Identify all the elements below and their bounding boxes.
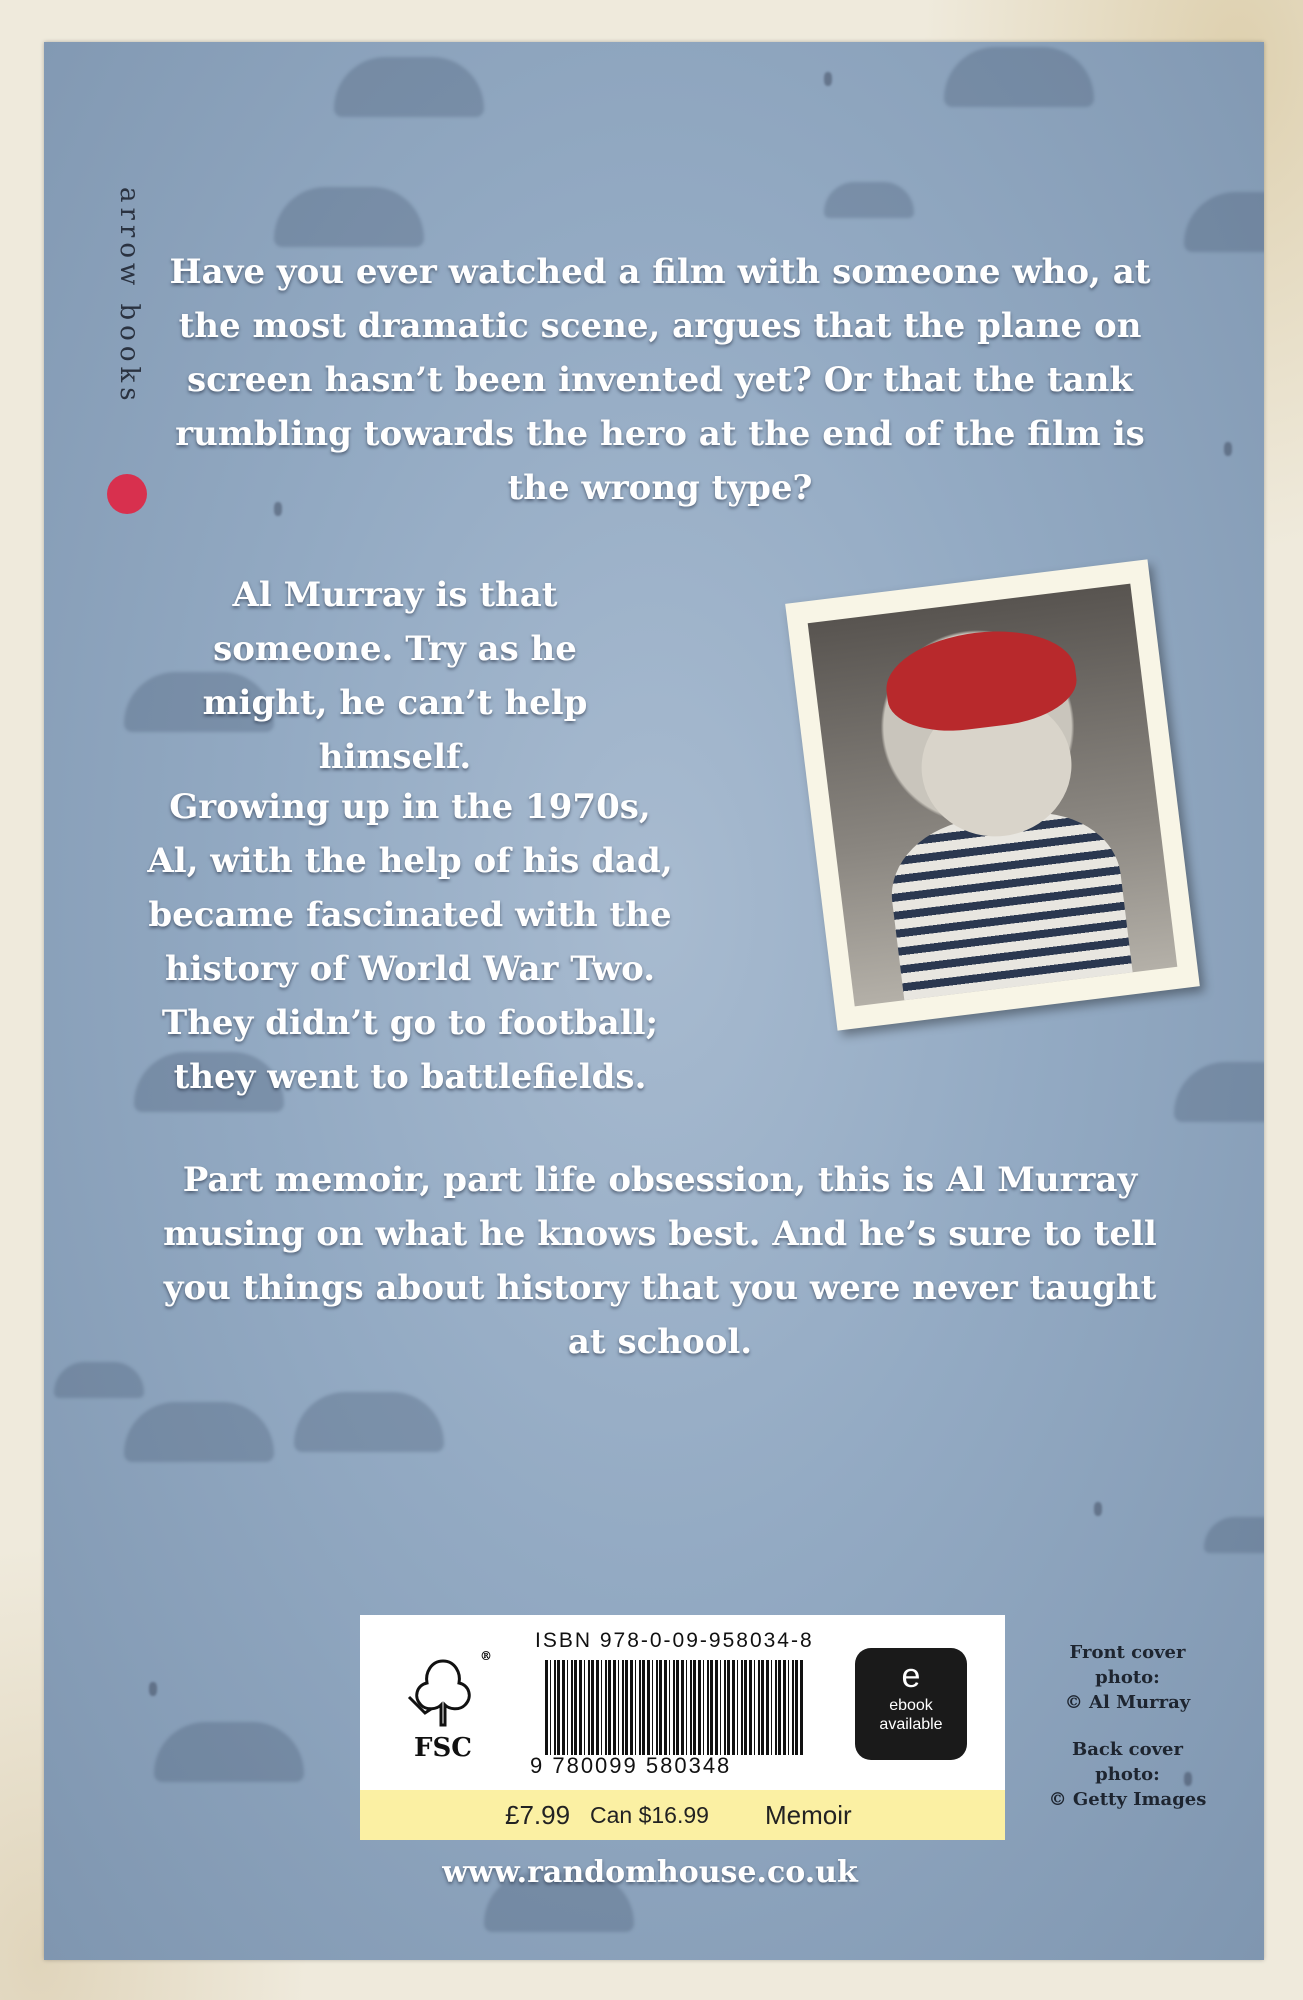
ebook-label-line2: available: [879, 1716, 943, 1733]
price-gbp: £7.99: [505, 1800, 571, 1830]
ebook-icon: e: [901, 1657, 921, 1695]
blurb-paragraph-2: Al Murray is that someone. Try as he might, he can’t help himself.: [202, 575, 588, 777]
blurb-paragraph-4: Part memoir, part life obsession, this is Al Murray musing on what he knows best. And he’s sure to tell you things about history that you were never taught at school.: [163, 1160, 1157, 1362]
blurb-paragraph-1: Have you ever watched a film with someone who, at the most dramatic scene, argues that the plane on screen hasn’t been invented yet? Or that the tank rumbling towards the hero at the end of the film is the wrong type?: [169, 252, 1151, 508]
parachute-decoration: [1184, 192, 1264, 252]
parachute-decoration: [154, 1722, 304, 1782]
parachute-decoration: [294, 1392, 444, 1452]
parachute-speck: [1224, 442, 1232, 456]
back-cover-credit-line1: Back cover: [1072, 1739, 1183, 1760]
parachute-speck: [1094, 1502, 1102, 1516]
childhood-photo: [785, 559, 1200, 1030]
photo-image: [808, 584, 1178, 1007]
ebook-available-badge: [855, 1648, 967, 1760]
front-cover-credit-line2: photo:: [1095, 1667, 1160, 1688]
parachute-speck: [824, 72, 832, 86]
price-can: Can $16.99: [590, 1802, 709, 1828]
blurb-paragraph-3: Growing up in the 1970s, Al, with the help of his dad, became fascinated with the history of World War Two. They didn’t go to football; they went to battlefields.: [147, 787, 673, 1097]
back-cover-credit-line2: photo:: [1095, 1764, 1160, 1785]
back-cover-credit-line3: © Getty Images: [1048, 1789, 1207, 1810]
parachute-decoration: [274, 187, 424, 247]
barcode-bars: [545, 1660, 805, 1755]
parachute-decoration: [824, 182, 914, 218]
back-cover-credit: [1040, 1737, 1215, 1812]
fsc-label: FSC: [414, 1733, 472, 1763]
parachute-decoration: [334, 57, 484, 117]
isbn-number: ISBN 978-0-09-958034-8: [535, 1629, 814, 1652]
parachute-decoration: [1204, 1517, 1264, 1553]
parachute-decoration: [944, 47, 1094, 107]
genre-label: Memoir: [765, 1800, 852, 1830]
parachute-decoration: [124, 1402, 274, 1462]
parachute-speck: [149, 1682, 157, 1696]
publisher-spine-text: arrow books: [114, 187, 144, 406]
front-cover-credit: [1040, 1640, 1215, 1715]
publisher-website-link[interactable]: www.randomhouse.co.uk: [442, 1855, 858, 1890]
fsc-tree-icon: [403, 1653, 483, 1731]
barcode-digits: 9 780099 580348: [530, 1753, 732, 1778]
price-bar: [360, 1790, 1005, 1840]
photo-credits: [1040, 1640, 1215, 1834]
barcode-panel: [360, 1615, 1005, 1840]
parachute-decoration: [54, 1362, 144, 1398]
front-cover-credit-line1: Front cover: [1069, 1642, 1186, 1663]
fsc-registered-mark: ®: [480, 1649, 492, 1663]
front-cover-credit-line3: © Al Murray: [1064, 1692, 1191, 1713]
fsc-logo: [398, 1649, 492, 1763]
parachute-decoration: [1174, 1062, 1264, 1122]
ebook-label-line1: ebook: [889, 1697, 933, 1714]
